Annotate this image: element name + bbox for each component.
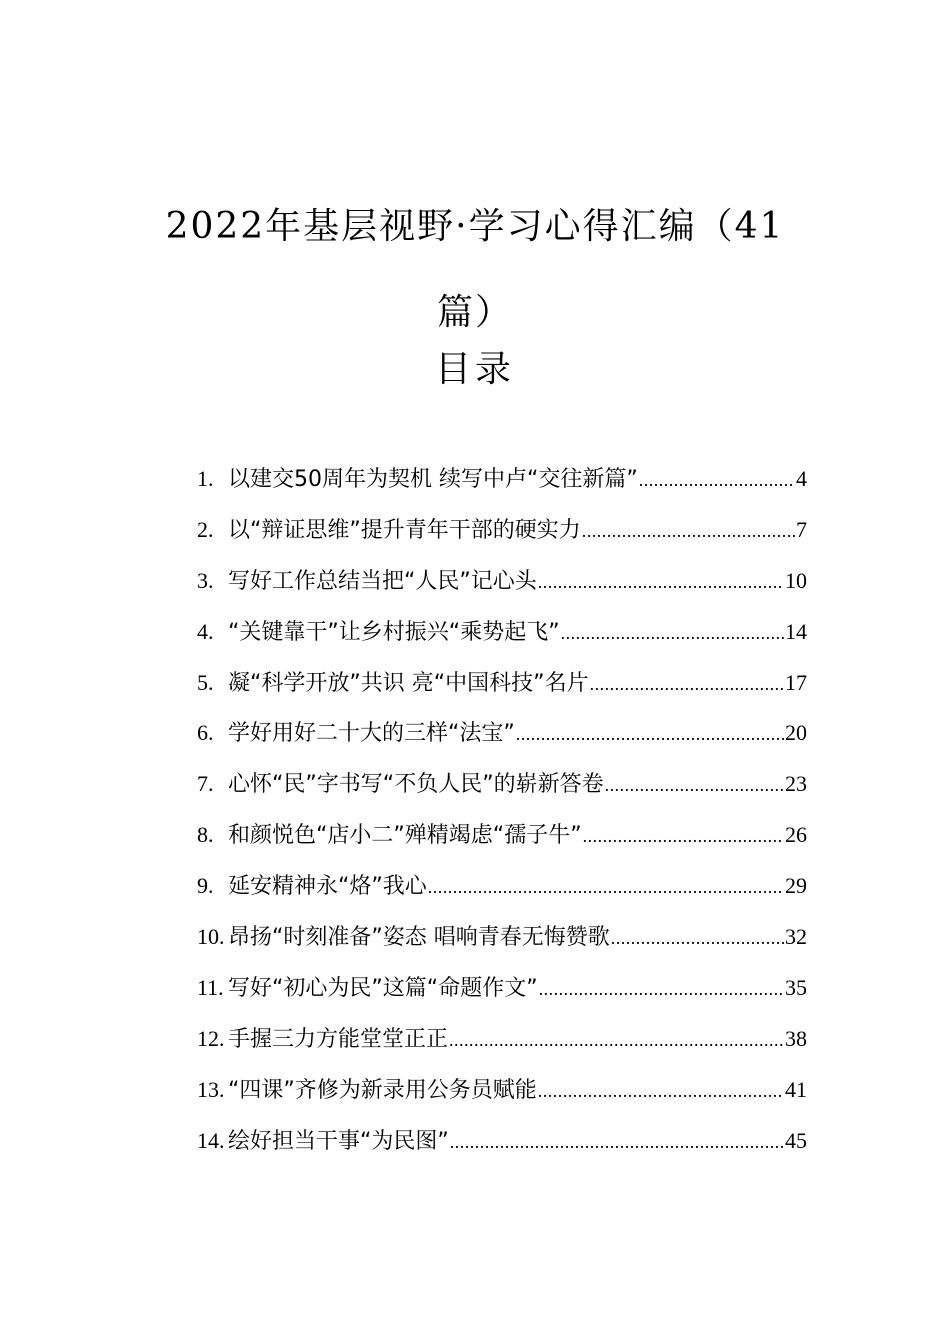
- toc-entry[interactable]: [197, 1116, 807, 1167]
- toc-dot-leader: [428, 862, 784, 913]
- toc-dot-leader: [449, 1015, 784, 1066]
- toc-entry-number: 14.: [197, 1127, 225, 1153]
- toc-dot-leader: [590, 659, 784, 710]
- toc-dot-leader: [538, 557, 784, 608]
- toc-entry-title: 以建交50周年为契机 续写中卢“交往新篇”: [228, 467, 638, 492]
- toc-entry-page: 41: [785, 1076, 807, 1102]
- toc-entry[interactable]: [197, 759, 807, 810]
- toc-dot-leader: [583, 811, 784, 862]
- toc-entry-page: 17: [785, 669, 807, 695]
- toc-entry-page: 7: [796, 516, 807, 542]
- toc-entry[interactable]: [197, 556, 807, 607]
- toc-dot-leader: [538, 1066, 784, 1117]
- toc-dot-leader: [611, 913, 784, 964]
- toc-heading: 目录: [434, 349, 515, 390]
- toc-entry-page: 35: [785, 974, 807, 1000]
- toc-entry[interactable]: [197, 607, 807, 658]
- toc-entry-number: 10.: [197, 924, 225, 950]
- toc-entry-title: 和颜悦色“店小二”殚精竭虑“孺子牛”: [228, 823, 582, 849]
- toc-entry[interactable]: [197, 810, 807, 861]
- toc-entry-page: 26: [785, 822, 807, 848]
- toc-entry-page: 38: [785, 1025, 807, 1051]
- toc-entry[interactable]: [197, 963, 807, 1014]
- toc-entry-page: 4: [796, 466, 807, 491]
- toc-entry-title: 绘好担当干事“为民图”: [228, 1128, 449, 1154]
- toc-entry-page: 20: [785, 720, 807, 746]
- toc-entry-page: 14: [785, 618, 807, 644]
- toc-entry-number: 7.: [197, 771, 214, 797]
- toc-dot-leader: [582, 506, 795, 557]
- toc-entry[interactable]: [197, 1065, 807, 1116]
- toc-entry-page: 45: [785, 1127, 807, 1153]
- toc-entry-number: 3.: [197, 567, 214, 593]
- toc-entry[interactable]: [197, 454, 807, 505]
- toc-entry-title: 写好“初心为民”这篇“命题作文”: [228, 975, 538, 1001]
- toc-entry-page: 10: [785, 567, 807, 593]
- toc-entry-page: 32: [785, 924, 807, 950]
- toc-entry-page: 29: [785, 873, 807, 899]
- toc-entry-title: “关键靠干”让乡村振兴“乘势起飞”: [228, 619, 560, 645]
- toc-entry-title: 以“辩证思维”提升青年干部的硬实力: [228, 517, 581, 543]
- toc-dot-leader: [639, 455, 795, 506]
- toc-entry-title: “四课”齐修为新录用公务员赋能: [228, 1077, 537, 1103]
- toc-entry-title: 昂扬“时刻准备”姿态 唱响青春无悔赞歌: [228, 925, 610, 951]
- toc-entry-number: 2.: [197, 516, 214, 542]
- toc-entry-title: 写好工作总结当把“人民”记心头: [228, 568, 537, 594]
- toc-entry[interactable]: [197, 505, 807, 556]
- toc-entry[interactable]: [197, 1014, 807, 1065]
- toc-entry-title: 延安精神永“烙”我心: [228, 874, 427, 900]
- toc-dot-leader: [561, 608, 784, 659]
- toc-dot-leader: [516, 709, 784, 760]
- toc-entry-number: 13.: [197, 1076, 225, 1102]
- toc-entry-page: 23: [785, 771, 807, 797]
- toc-dot-leader: [605, 760, 784, 811]
- toc-entry-number: 12.: [197, 1025, 225, 1051]
- table-of-contents: [197, 454, 807, 1166]
- toc-dot-leader: [539, 964, 784, 1015]
- document-title: 2022年基层视野·学习心得汇编（41篇）: [165, 206, 785, 333]
- toc-entry-number: 5.: [197, 669, 214, 695]
- toc-entry-number: 8.: [197, 822, 214, 848]
- toc-entry[interactable]: [197, 912, 807, 963]
- toc-entry-title: 手握三力方能堂堂正正: [228, 1026, 449, 1052]
- toc-entry-title: 学好用好二十大的三样“法宝”: [228, 721, 515, 747]
- toc-dot-leader: [450, 1117, 784, 1168]
- toc-entry-number: 1.: [197, 466, 214, 491]
- toc-entry[interactable]: [197, 658, 807, 709]
- toc-entry-number: 4.: [197, 618, 214, 644]
- toc-entry-title: 心怀“民”字书写“不负人民”的崭新答卷: [228, 772, 604, 798]
- toc-entry-number: 11.: [197, 974, 224, 1000]
- toc-entry-number: 9.: [197, 873, 214, 899]
- toc-entry-title: 凝“科学开放”共识 亮“中国科技”名片: [228, 670, 589, 696]
- toc-entry[interactable]: [197, 861, 807, 912]
- toc-entry-number: 6.: [197, 720, 214, 746]
- toc-entry[interactable]: [197, 708, 807, 759]
